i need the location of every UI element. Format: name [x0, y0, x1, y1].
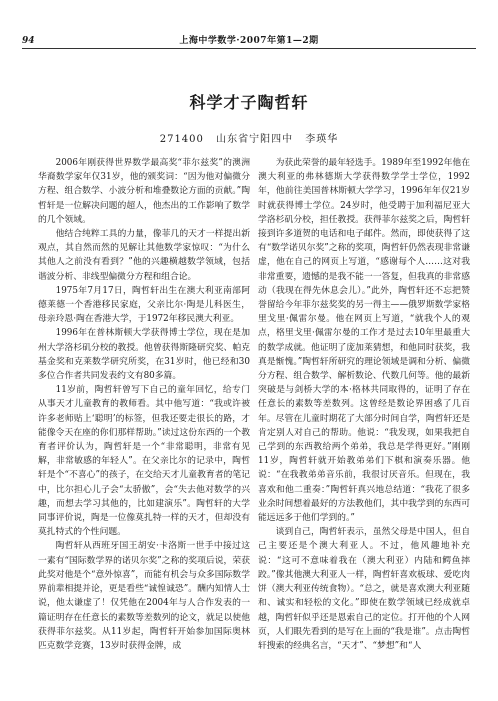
article-title: 科学才子陶哲轩 [189, 93, 309, 112]
page-header [22, 34, 476, 49]
paragraph: 11岁前，陶哲轩曾写下自己的童年回忆，给专门从事天才儿童教育的教师看。其中他写道：“我或许被许多老师贴上‘聪明’的标签，但我还要走很长的路，才能像令天在座的你们那样帮助。”读过这份东西的一个教育者评价认为，陶哲轩是一个“非常聪明，非常有见解，非常敏感的年轻人”。在父亲比尔的记录中，陶哲轩是个“不喜心”的孩子，在交给天才儿童教育者的笔记中，比尔担心儿子会“太骄傲”，会“失去他对数学的兴趣，而想去学习其他的，比如建演乐”。陶哲轩的大学同事评价说，陶是一位像莫扎特一样的天才，但却没有莫扎特式的个性问题。 [38, 385, 250, 538]
paragraph: 1975年7月17日，陶哲轩出生在澳大利亚南部阿德莱德一个香港移民家庭，父亲比尔·陶是儿科医生，母亲玲恩·陶在香港大学，于1972年移民澳大利亚。 [38, 285, 250, 325]
author-line [0, 130, 498, 145]
left-column [38, 156, 250, 653]
paragraph: 为获此荣誉的最年轻选手。1989年至1992年他在澳大利亚的弗林德斯大学获得数学学士学位，1992年，他前往美国普林斯顿大学学习，1996年年仅21岁时就获得博士学位。24岁时，他受聘于加利福尼亚大学洛杉矶分校，担任教授。获得菲尔兹奖之后，陶哲轩接到许多道贺的电话和电子邮件。然而，即使获得了这有“数学诺贝尔奖”之称的奖项，陶哲轩仍然表现非常谦虚，他在自己的网页上写道，“感谢每个人……这对我非常重要，遗憾的是我不能一一答复，但我真的非常感动（我现在得先休息会儿）。”此外，陶哲轩还不忘把赞誉留给今年菲尔兹奖奖的另一得主——俄罗斯数学家格里戈里·佩雷尔曼。他在网页上写道，“就我个人的观点，格里戈里·佩雷尔曼的工作才是过去10年里最重大的数学成就。他证明了庞加莱猜想，和他同时获奖，我真是惭愧。”陶哲轩所研究的理论领域是调和分析、偏微分方程、组合数学、解析数论、代数几何等。他的最新突破是与剑桥大学的本·格林共同取得的，证明了存在任意长的素数等差数列。这曾经是数论界困惑了几百年。尽管在儿童时期花了大部分时间自学，陶哲轩还是肯定别人对自己的帮助。他说：“我发现，如果我把自己学到的东西教给两个弟弟，我总是学得更好。”刚刚11岁，陶哲轩就开始教弟弟们下棋和演奏乐器。他说：“在我教弟弟音乐前，我很讨厌音乐。但现在，我喜欢和他二重奏：”陶哲轩真兴地总结道：“我花了很多业余时间想着最好的方法教他们，其中我学到的东西可能远远多于他们学到的。” [258, 158, 470, 524]
page-number: 94 [22, 36, 35, 46]
right-column [258, 156, 470, 653]
paragraph: 他结合纯粹工具的力量，像菲几的天才一样提出新观点，其自然而然的见解让其他数学家惊叹：“为什么其他人之前没有看到？”他的兴趣横越数学领域，包括谐波分析、非线型偏微分方程和组合论。 [38, 229, 250, 282]
paragraph: 陶哲轩从西班牙国王胡安·卡洛斯一世手中接过这一素有“国际数学界的诺贝尔奖”之称的奖项后说，荣获此奖对他是个“意外惊喜”，而能有机会与众多国际数学界前辈相提并论，更是看些“诚惶诚恐”。酬内知情人士说，他太谦虚了！仅凭他在2004年与人合作发表的一篇证明存在任意长的素数等差数列的论文，就足以使他获得菲尔兹奖。从11岁起，陶哲轩开始参加国际奥林匹克数学竞赛，13岁时获得金牌，成 [38, 541, 250, 651]
affiliation: 山东省宁阳四中 [216, 134, 294, 145]
paragraph: 谈到自己，陶哲轩表示，虽然父母是中国人，但自己主要还是个澳大利亚人。不过，他风趣地补充说：“这可不意味着我在（澳大利亚）内陆和鳄鱼摔跤。”像其他澳大利亚人一样，陶哲轩喜欢板球、爱吃肉饼（澳大利亚传统食物）。“总之，就是喜欢澳大利亚随和、诚实和轻松的文化。”即使在数学领域已经成就卓越，陶哲轩似乎还是恩索自己的定位。打开他的个人网页，人们眼先看到的是写在上面的“我是谁”。点击陶哲轩搜索的经典名言，“天才”、“梦想”和“人 [258, 527, 470, 651]
paragraph: 1996年在普林斯顿大学获得博士学位，现在是加州大学洛杉矶分校的教授。他曾获得斯隆研究奖、帕克基金奖和克莱数学研究所奖，在31岁时，他已经和30多位合作者共同发表约文有80多篇。 [38, 328, 250, 382]
postcode: 271400 [159, 134, 204, 145]
paragraph: 2006年刚获得世界数学最高奖“菲尔兹奖”的澳洲华裔数学家年仅31岁，他的颁奖词：“因为他对偏微分方程、组合数学、小波分析和堆叠数论方面的贡献。”陶哲轩是一位解决问题的超人，他杰出的工作影响了数学的几个领域。 [38, 158, 250, 225]
journal-title: 上海中学数学·2007年第1—2期 [179, 36, 319, 46]
author-name: 李瑛华 [305, 134, 339, 145]
